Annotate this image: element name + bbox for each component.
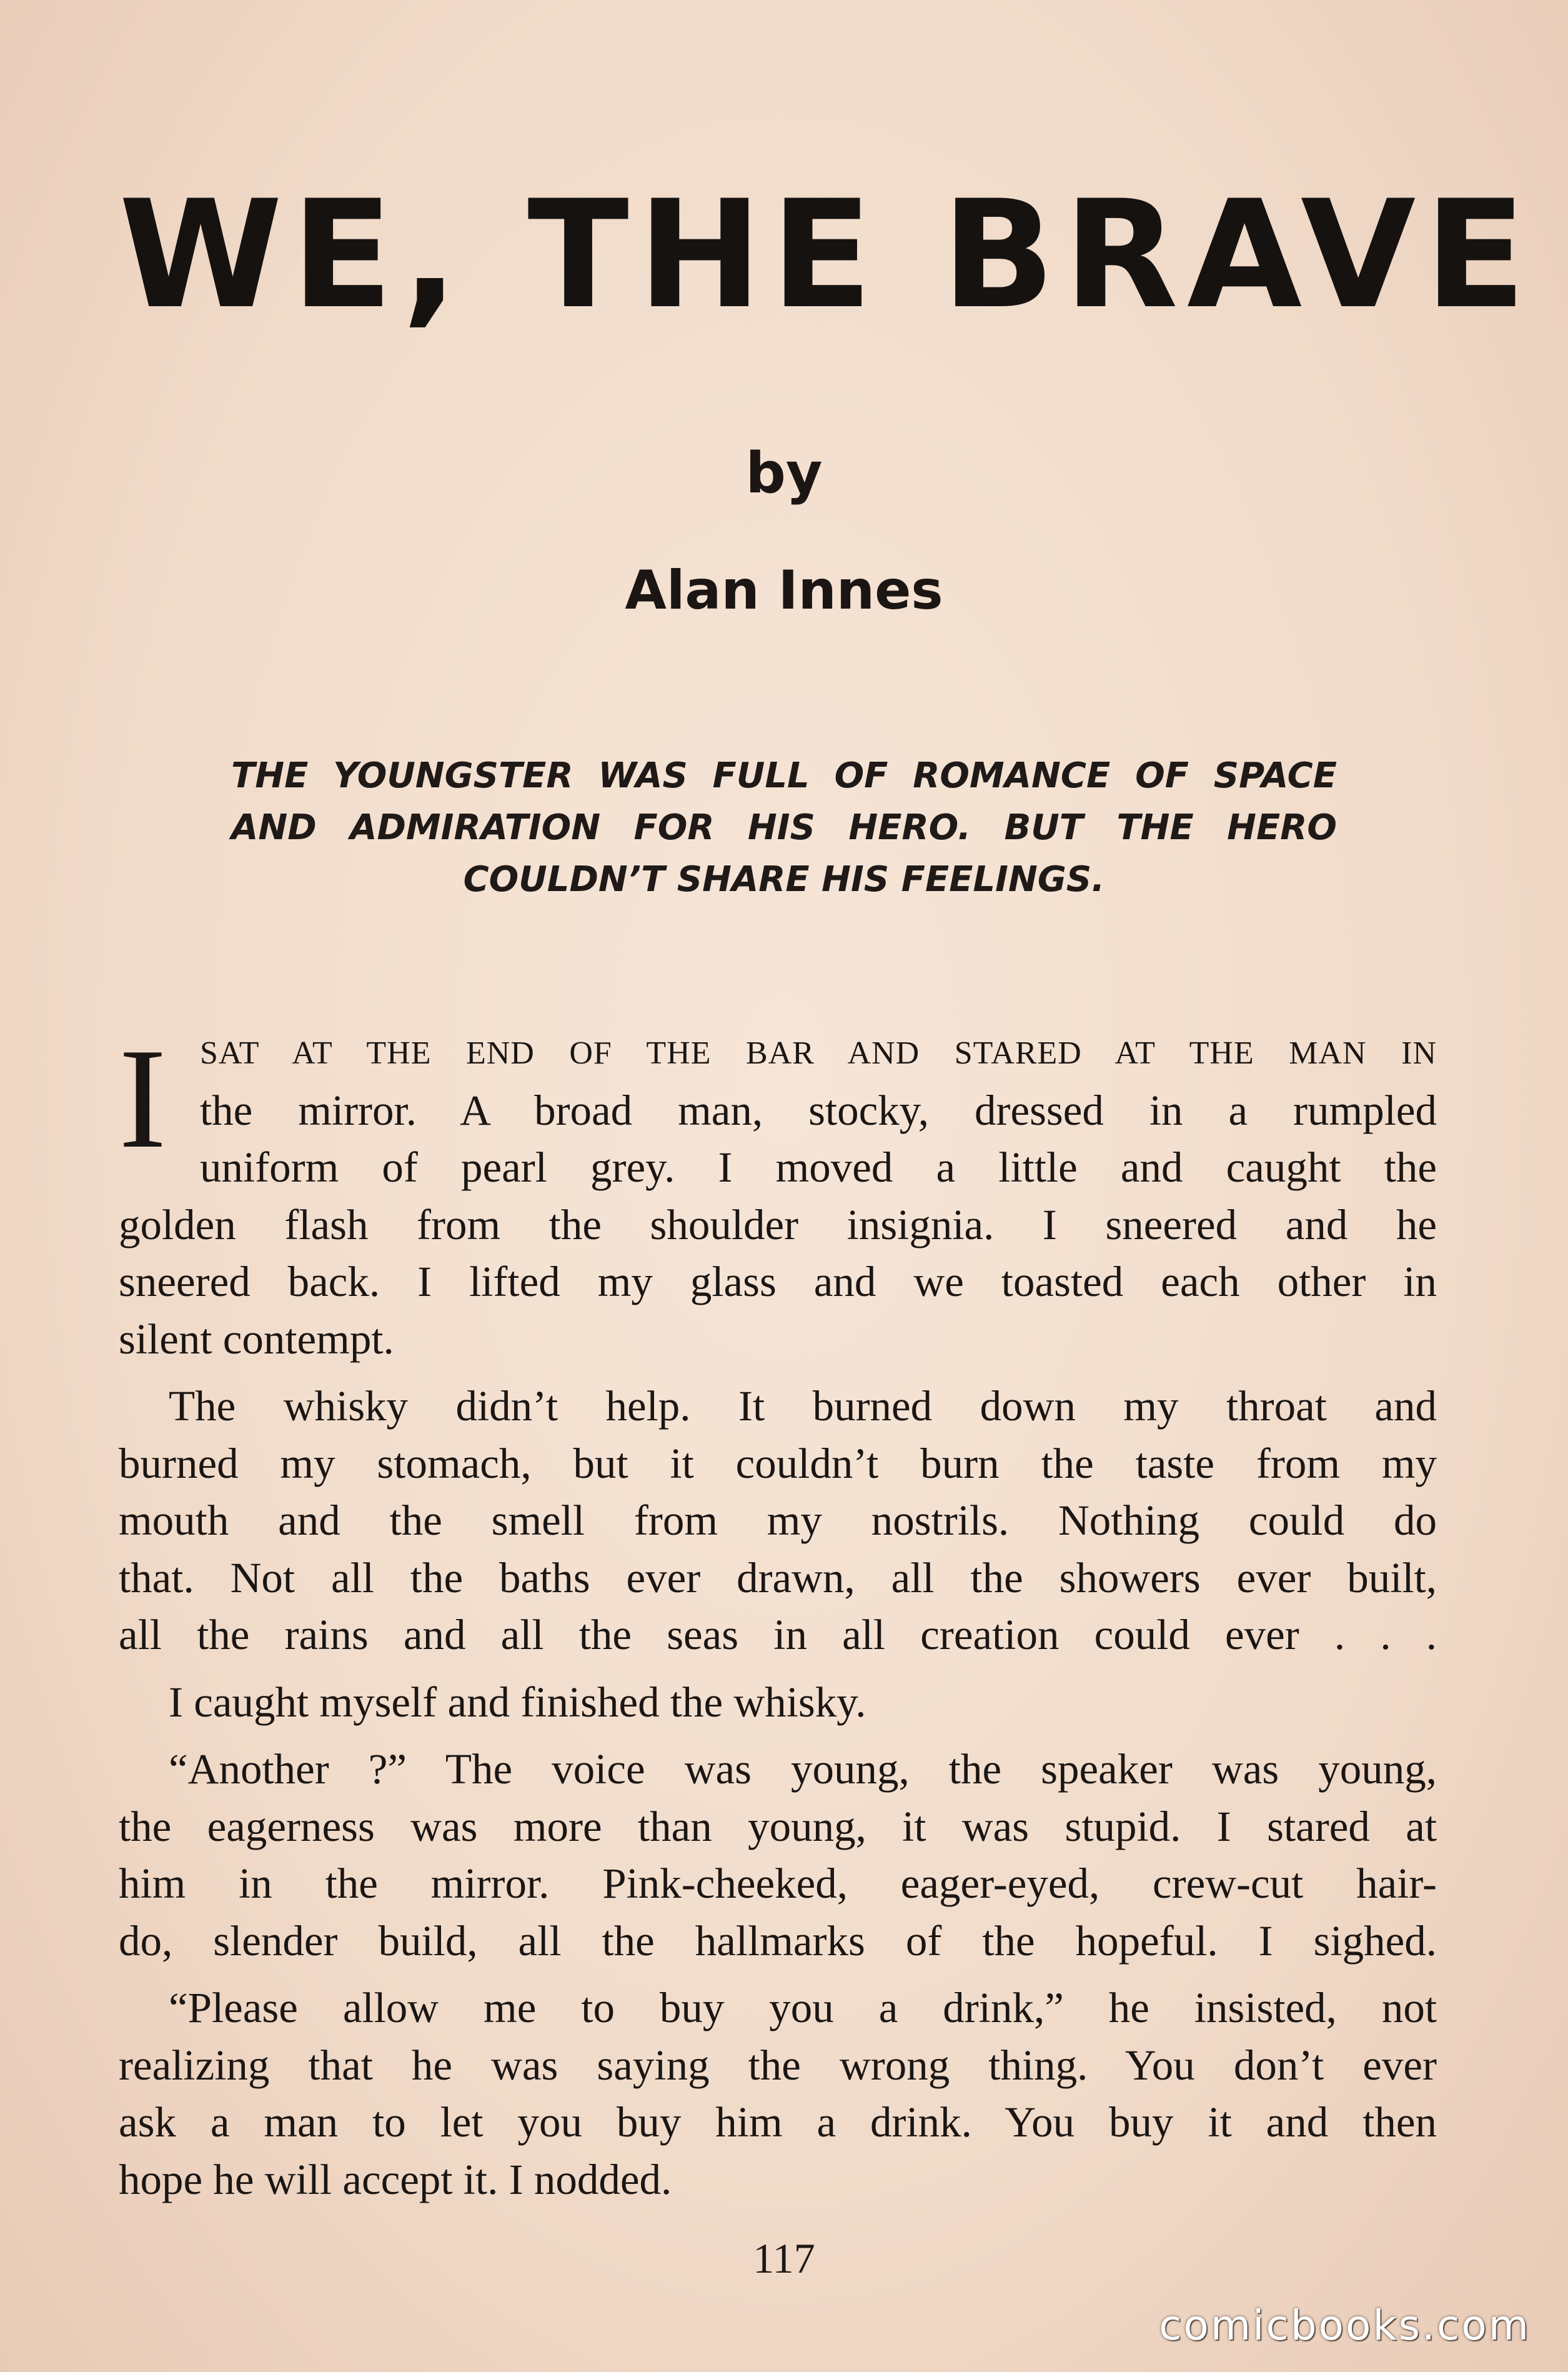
text-line: ask a man to let you buy him a drink. You buy it and then — [119, 2098, 1437, 2146]
text-line: all the rains and all the seas in all creation could ever . . . — [119, 1611, 1437, 1658]
paragraph — [119, 1741, 1437, 1970]
text-line: golden flash from the shoulder insignia. I sneered and he — [119, 1200, 1437, 1248]
text-line: “Please allow me to buy you a drink,” he insisted, not — [169, 1984, 1437, 2031]
page-number: 117 — [753, 2235, 815, 2282]
text-line: burned my stomach, but it couldn’t burn the taste from my — [119, 1439, 1437, 1487]
text-line: uniform of pearl grey. I moved a little and caught the — [200, 1144, 1437, 1191]
paragraph — [119, 1674, 1437, 1732]
blurb-line: THE YOUNGSTER WAS FULL OF ROMANCE OF SPACE — [231, 755, 1337, 796]
text-line: “Another ?” The voice was young, the speaker was young, — [169, 1745, 1437, 1793]
text-line: do, slender build, all the hallmarks of the hopeful. I sighed. — [119, 1916, 1437, 1965]
drop-cap: I — [119, 1019, 167, 1178]
blurb-line: AND ADMIRATION FOR HIS HERO. BUT THE HERO — [231, 807, 1337, 848]
text-line: the mirror. A broad man, stocky, dressed in a rumpled — [200, 1086, 1437, 1134]
story-body — [119, 1019, 1437, 2218]
text-line: realizing that he was saying the wrong thing. You don’t ever — [119, 2041, 1437, 2089]
paragraph — [119, 1980, 1437, 2208]
text-line: The whisky didn’t help. It burned down my throat and — [169, 1382, 1437, 1430]
text-line: that. Not all the baths ever drawn, all the showers ever built, — [119, 1553, 1437, 1602]
text-line: silent contempt. — [119, 1315, 394, 1363]
text-line: the eagerness was more than young, it was stupid. I stared at — [119, 1802, 1437, 1850]
text-line: him in the mirror. Pink-cheeked, eager-eyed, crew-cut hair- — [119, 1860, 1437, 1907]
opening-line: SAT AT THE END OF THE BAR AND STARED AT THE MAN IN — [200, 1035, 1437, 1071]
author-name: Alan Innes — [625, 559, 943, 622]
blurb-line: COULDN’T SHARE HIS FEELINGS. — [463, 859, 1105, 900]
text-line: hope he will accept it. I nodded. — [119, 2155, 672, 2203]
story-title: WE, THE BRAVE — [119, 169, 1535, 342]
text-line: sneered back. I lifted my glass and we toasted each other in — [119, 1258, 1437, 1305]
byline-by: by — [745, 441, 823, 506]
paragraph — [119, 1378, 1437, 1664]
story-blurb — [231, 750, 1337, 905]
paragraph — [119, 1019, 1437, 1368]
text-line: I caught myself and finished the whisky. — [169, 1678, 866, 1726]
text-line: mouth and the smell from my nostrils. Nothing could do — [119, 1497, 1437, 1544]
site-watermark: comicbooks.com — [1159, 2301, 1531, 2350]
